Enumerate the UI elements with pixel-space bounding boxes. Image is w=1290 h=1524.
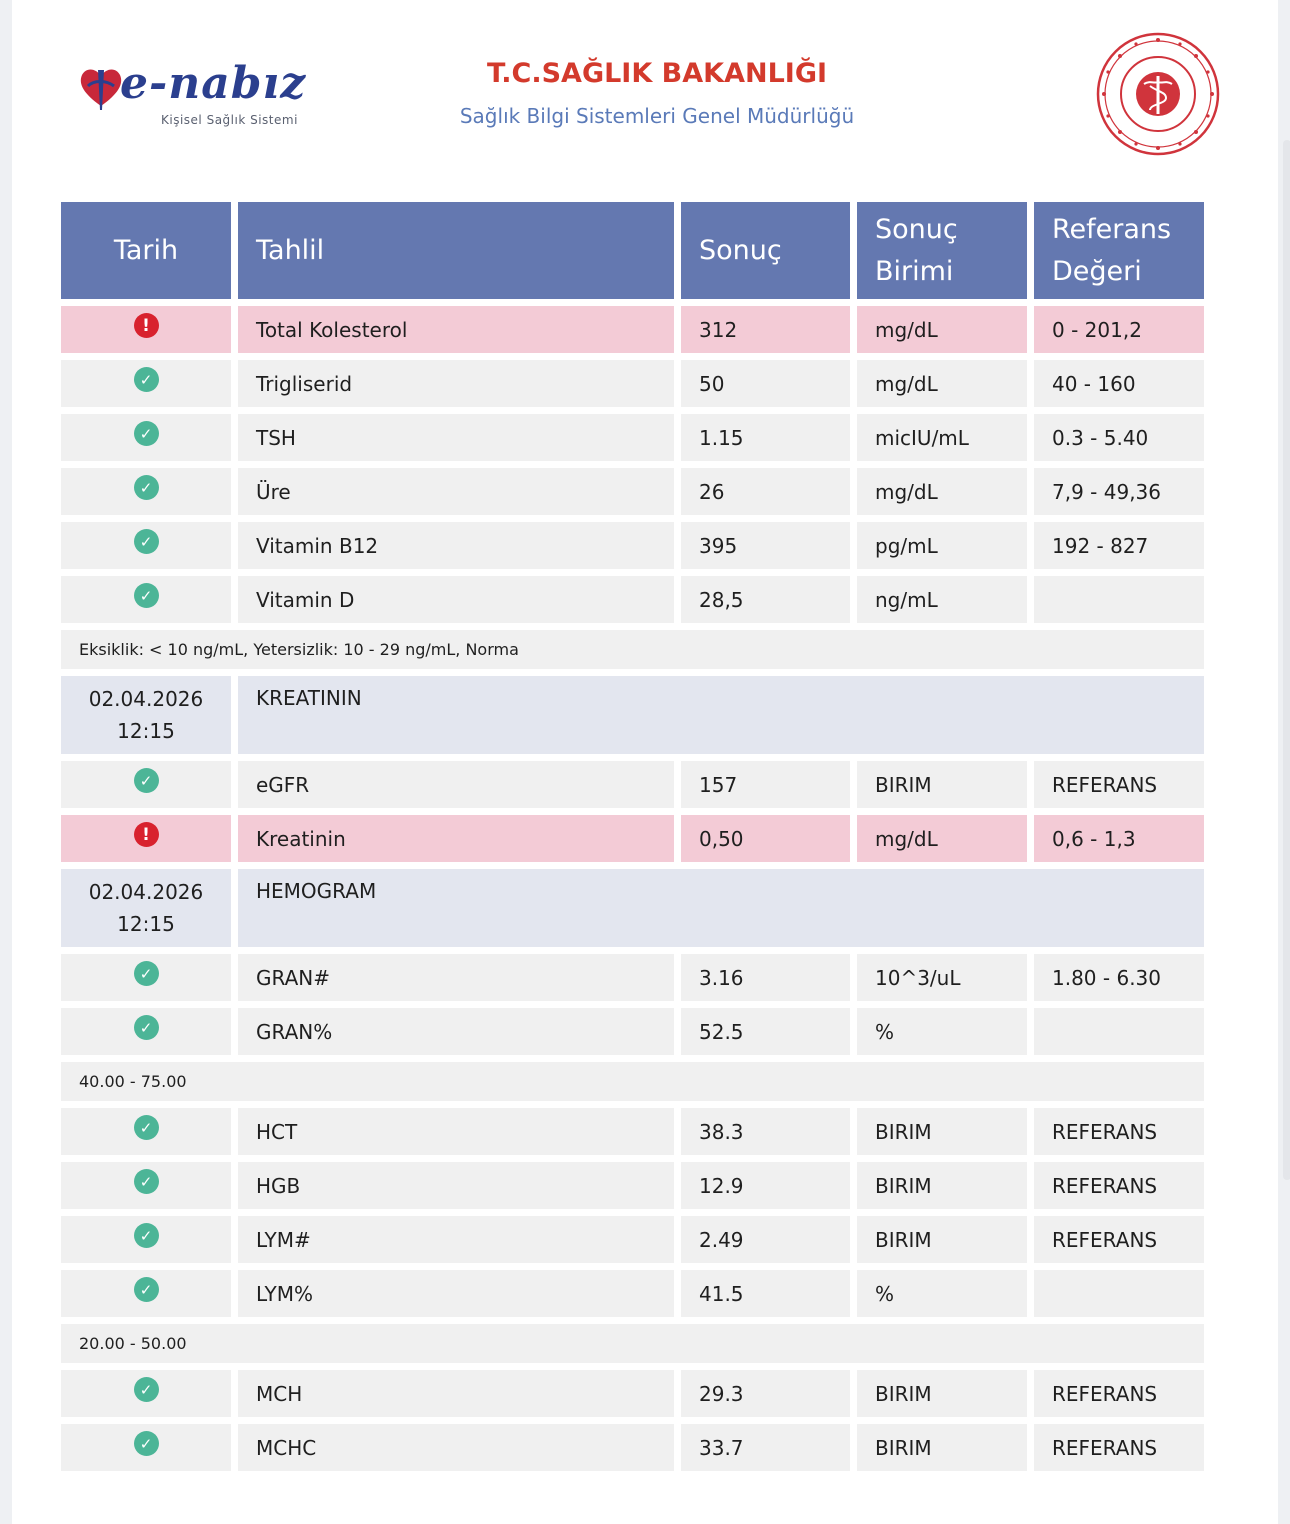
- test-name-cell: Trigliserid: [238, 360, 674, 407]
- reference-cell: REFERANS: [1034, 1370, 1204, 1417]
- status-cell: [61, 1162, 231, 1209]
- col-header-referans-label: Referans Değeri: [1052, 213, 1172, 287]
- group-date-cell: [61, 676, 231, 754]
- check-icon: ✓: [134, 1277, 159, 1302]
- result-cell: 28,5: [681, 576, 850, 623]
- check-icon: ✓: [134, 1431, 159, 1456]
- unit-cell: BIRIM: [857, 1424, 1027, 1471]
- group-time: 12:15: [117, 912, 175, 936]
- unit-cell: pg/mL: [857, 522, 1027, 569]
- test-name-cell: MCH: [238, 1370, 674, 1417]
- result-cell: 52.5: [681, 1008, 850, 1055]
- result-cell: 50: [681, 360, 850, 407]
- result-cell: 2.49: [681, 1216, 850, 1263]
- group-name-cell: HEMOGRAM: [238, 869, 1204, 947]
- scrollbar[interactable]: [1283, 140, 1290, 1180]
- test-name-cell: LYM%: [238, 1270, 674, 1317]
- test-name-cell: MCHC: [238, 1424, 674, 1471]
- col-header-tarih-label: Tarih: [113, 234, 179, 266]
- unit-cell: 10^3/uL: [857, 954, 1027, 1001]
- alert-icon: !: [134, 822, 159, 847]
- col-header-tarih: [61, 202, 231, 299]
- result-cell: 1.15: [681, 414, 850, 461]
- note-row: 20.00 - 50.00: [61, 1324, 1204, 1363]
- check-icon: ✓: [134, 1223, 159, 1248]
- reference-cell: [1034, 576, 1204, 623]
- reference-cell: 1.80 - 6.30: [1034, 954, 1204, 1001]
- unit-cell: BIRIM: [857, 761, 1027, 808]
- alert-icon: !: [134, 313, 159, 338]
- reference-cell: [1034, 1008, 1204, 1055]
- result-cell: 3.16: [681, 954, 850, 1001]
- result-cell: 157: [681, 761, 850, 808]
- test-name-cell: eGFR: [238, 761, 674, 808]
- status-cell: [61, 414, 231, 461]
- result-cell: 33.7: [681, 1424, 850, 1471]
- unit-cell: mg/dL: [857, 815, 1027, 862]
- status-cell: [61, 1108, 231, 1155]
- group-name-cell: KREATININ: [238, 676, 1204, 754]
- status-cell: [61, 1270, 231, 1317]
- reference-cell: 0 - 201,2: [1034, 306, 1204, 353]
- reference-cell: 0,6 - 1,3: [1034, 815, 1204, 862]
- col-header-referans: [1034, 202, 1204, 299]
- status-cell: [61, 1424, 231, 1471]
- status-cell: [61, 954, 231, 1001]
- unit-cell: ng/mL: [857, 576, 1027, 623]
- group-date: 02.04.2026: [88, 880, 204, 904]
- test-name-cell: Vitamin B12: [238, 522, 674, 569]
- result-cell: 0,50: [681, 815, 850, 862]
- test-name-cell: Üre: [238, 468, 674, 515]
- check-icon: ✓: [134, 421, 159, 446]
- reference-cell: 7,9 - 49,36: [1034, 468, 1204, 515]
- col-header-tahlil: [238, 202, 674, 299]
- status-cell: [61, 1008, 231, 1055]
- check-icon: ✓: [134, 768, 159, 793]
- check-icon: ✓: [134, 1015, 159, 1040]
- check-icon: ✓: [134, 583, 159, 608]
- result-cell: 26: [681, 468, 850, 515]
- e-nabiz-logo: [76, 58, 336, 138]
- test-name-cell: GRAN#: [238, 954, 674, 1001]
- note-row: Eksiklik: < 10 ng/mL, Yetersizlik: 10 - 29 ng/mL, Norma: [61, 630, 1204, 669]
- check-icon: ✓: [134, 529, 159, 554]
- heart-logo-icon: [76, 62, 126, 112]
- col-header-sonuc-label: Sonuç: [699, 234, 782, 266]
- check-icon: ✓: [134, 475, 159, 500]
- lab-results-table: [61, 202, 1206, 1471]
- check-icon: ✓: [134, 1115, 159, 1140]
- status-cell: [61, 468, 231, 515]
- col-header-birimi-label: Sonuç Birimi: [875, 213, 958, 287]
- test-name-cell: HCT: [238, 1108, 674, 1155]
- reference-cell: REFERANS: [1034, 1216, 1204, 1263]
- reference-cell: 192 - 827: [1034, 522, 1204, 569]
- reference-cell: REFERANS: [1034, 1424, 1204, 1471]
- unit-cell: mg/dL: [857, 360, 1027, 407]
- unit-cell: BIRIM: [857, 1108, 1027, 1155]
- result-cell: 12.9: [681, 1162, 850, 1209]
- status-cell: [61, 522, 231, 569]
- reference-cell: REFERANS: [1034, 1108, 1204, 1155]
- result-cell: 38.3: [681, 1108, 850, 1155]
- result-cell: 395: [681, 522, 850, 569]
- status-cell: [61, 761, 231, 808]
- group-date-cell: [61, 869, 231, 947]
- reference-cell: 0.3 - 5.40: [1034, 414, 1204, 461]
- test-name-cell: HGB: [238, 1162, 674, 1209]
- result-cell: 41.5: [681, 1270, 850, 1317]
- reference-cell: [1034, 1270, 1204, 1317]
- group-date: 02.04.2026: [88, 687, 204, 711]
- unit-cell: %: [857, 1008, 1027, 1055]
- reference-cell: REFERANS: [1034, 1162, 1204, 1209]
- result-cell: 312: [681, 306, 850, 353]
- ministry-seal-icon: [1096, 32, 1220, 156]
- test-name-cell: TSH: [238, 414, 674, 461]
- logo-subtitle: Kişisel Sağlık Sistemi: [161, 113, 298, 127]
- status-cell: [61, 306, 231, 353]
- test-name-cell: Total Kolesterol: [238, 306, 674, 353]
- group-time: 12:15: [117, 719, 175, 743]
- note-row: 40.00 - 75.00: [61, 1062, 1204, 1101]
- status-cell: [61, 1370, 231, 1417]
- reference-cell: REFERANS: [1034, 761, 1204, 808]
- page-subtitle: Sağlık Bilgi Sistemleri Genel Müdürlüğü: [459, 104, 855, 128]
- col-header-sonuc-birimi: [857, 202, 1027, 299]
- unit-cell: BIRIM: [857, 1216, 1027, 1263]
- status-cell: [61, 815, 231, 862]
- check-icon: ✓: [134, 367, 159, 392]
- test-name-cell: LYM#: [238, 1216, 674, 1263]
- unit-cell: mg/dL: [857, 306, 1027, 353]
- col-header-tahlil-label: Tahlil: [256, 234, 325, 266]
- unit-cell: micIU/mL: [857, 414, 1027, 461]
- check-icon: ✓: [134, 1169, 159, 1194]
- unit-cell: BIRIM: [857, 1370, 1027, 1417]
- unit-cell: %: [857, 1270, 1027, 1317]
- test-name-cell: GRAN%: [238, 1008, 674, 1055]
- test-name-cell: Vitamin D: [238, 576, 674, 623]
- check-icon: ✓: [134, 961, 159, 986]
- unit-cell: mg/dL: [857, 468, 1027, 515]
- reference-cell: 40 - 160: [1034, 360, 1204, 407]
- logo-text: e-nabız: [120, 58, 307, 109]
- status-cell: [61, 576, 231, 623]
- status-cell: [61, 360, 231, 407]
- result-cell: 29.3: [681, 1370, 850, 1417]
- unit-cell: BIRIM: [857, 1162, 1027, 1209]
- status-cell: [61, 1216, 231, 1263]
- col-header-sonuc: [681, 202, 850, 299]
- check-icon: ✓: [134, 1377, 159, 1402]
- test-name-cell: Kreatinin: [238, 815, 674, 862]
- page-title: T.C.SAĞLIK BAKANLIĞI: [486, 58, 828, 89]
